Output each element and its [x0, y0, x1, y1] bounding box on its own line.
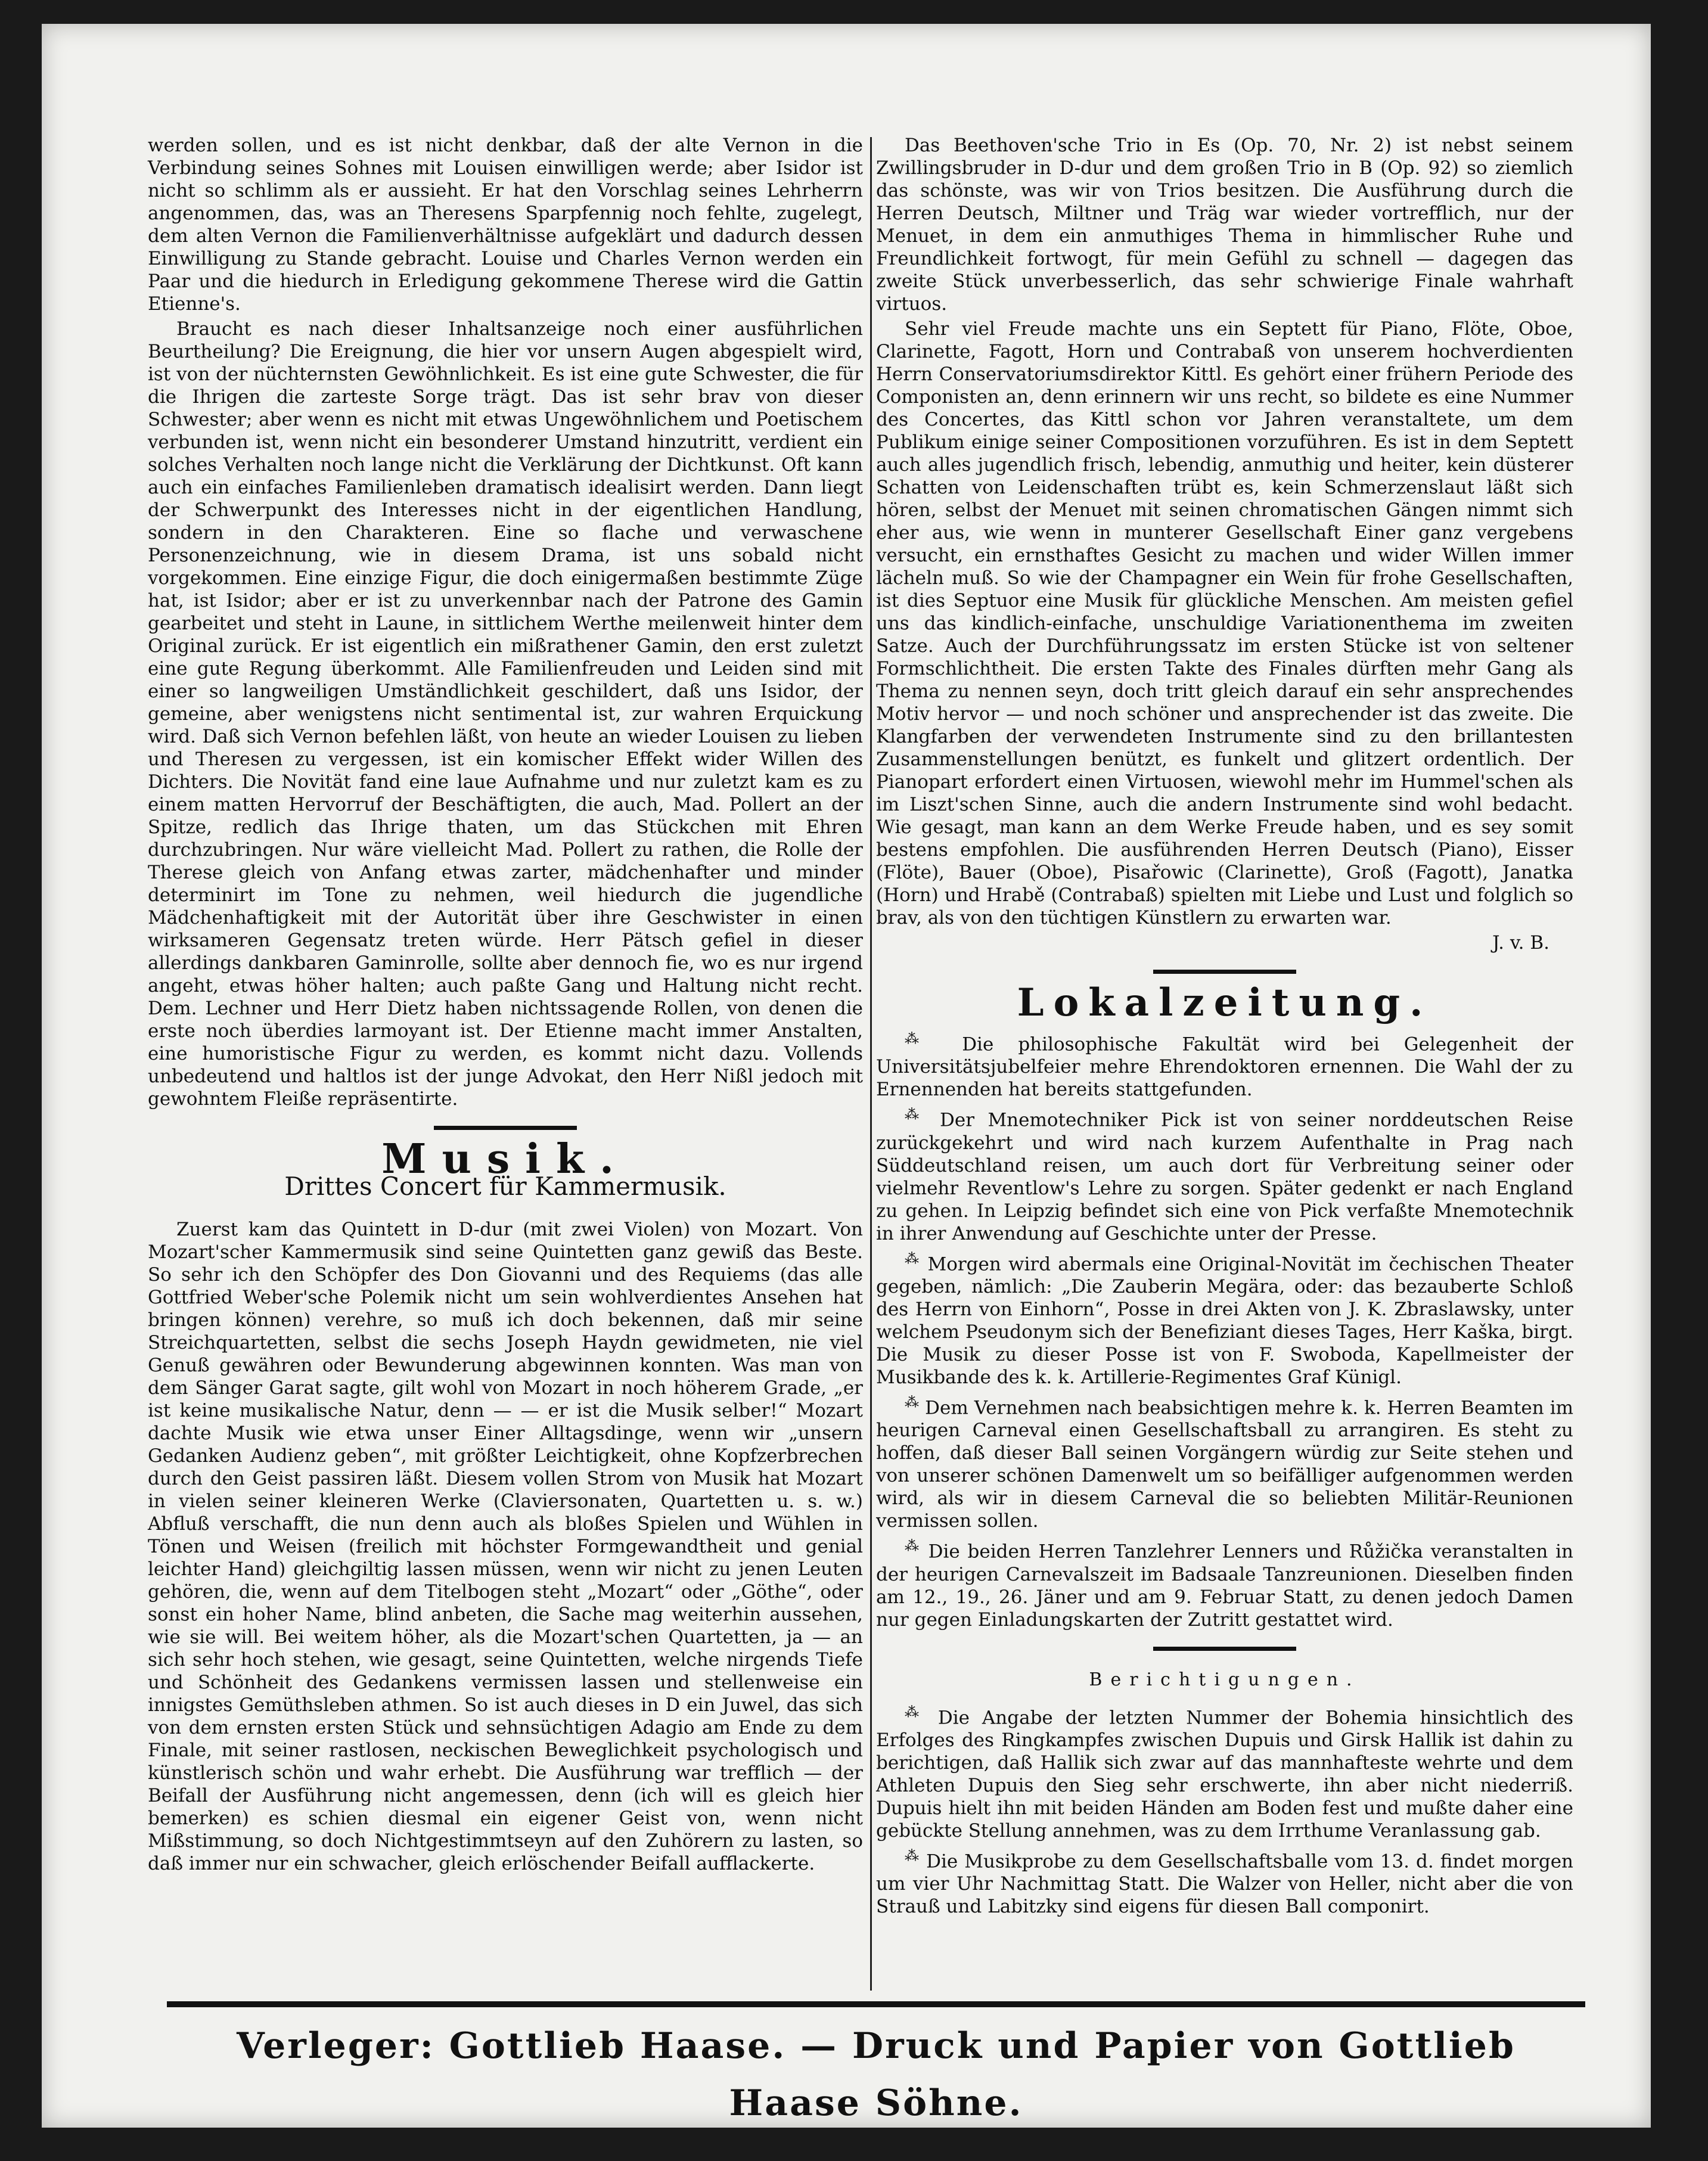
asterism-icon: ⁂ [905, 1538, 921, 1555]
section-divider [434, 1126, 577, 1130]
asterism-icon: ⁂ [905, 1847, 920, 1864]
publisher-footer: Verleger: Gottlieb Haase. — Druck und Papier von Gottlieb Haase Söhne. [237, 2025, 1516, 2124]
concert-heading: Drittes Concert für Kammermusik. [284, 1172, 726, 1201]
local-news-item: ⁂ Der Mnemotechniker Pick ist von seiner norddeutschen Reise zurückgekehrt und wird nach kurzem Aufenthalte in Prag nach Süddeutschland reisen, um auch dort für Verbreitung seiner oder vielmehr Reventlow's Lehre zu sorgen. Später gedenkt er nach England zu gehen. In Leipzig befindet sich eine von Pick verfaßte Mnemotechnik in ihrer Anwendung auf Geschichte unter der Presse. [876, 1106, 1573, 1244]
local-news-item: ⁂ Die beiden Herren Tanzlehrer Lenners und Růžička veranstalten in der heurigen Carnevalszeit im Badsaale Tanzreunionen. Dieselben finden am 12., 19., 26. Jäner und am 9. Februar Statt, zu denen jedoch Damen nur gegen Einladungskarten der Zutritt gestattet wird. [876, 1538, 1573, 1631]
left-column [148, 134, 863, 1877]
asterism-icon: ⁂ [905, 1106, 927, 1123]
lokalzeitung-heading: Lokalzeitung. [1017, 980, 1433, 1025]
theatre-review-end: werden sollen, und es ist nicht denkbar, daß der alte Vernon in die Verbindung seines Sohnes mit Louisen einwilligen werde; aber Isidor ist nicht so schlimm als er aussieht. Er hat den Vorschlag seines Lehrherrn angenommen, das, was an Theresens Sparpfennig noch fehlte, zugelegt, dem alten Vernon die Familienverhältnisse aufgeklärt und dadurch dessen Einwilligung zu Stande gebracht. Louise und Charles Vernon werden ein Paar und die hiedurch in Erledigung gekommene Therese wird die Gattin Etienne's. [148, 135, 863, 315]
berichtigungen-heading: Berichtigungen. [1089, 1669, 1361, 1690]
correction-item: ⁂ Die Angabe der letzten Nummer der Bohemia hinsichtlich des Erfolges des Ringkampfes zwischen Dupuis und Girsk Hallik ist dahin zu berichtigen, daß Hallik sich zwar auf das mannhafteste wehrte und dem Athleten Dupuis den Sieg sehr erschwerte, ihn aber nicht niederriß. Dupuis hielt ihn mit beiden Händen am Boden fest und mußte daher eine gebückte Stellung annehmen, was zu dem Irrthume Veranlassung gab. [876, 1703, 1574, 1842]
local-news-item: ⁂ Morgen wird abermals eine Original-Novität im čechischen Theater gegeben, nämlich: „Die Zauberin Megära, oder: das bezauberte Schloß des Herrn von Einhorn“, Posse in drei Akten von J. K. Zbraslawsky, unter welchem Pseudonym sich der Benefiziant dieses Tages, Herr Kaška, birgt. Die Musik zu dieser Posse ist von F. Swoboda, Kapellmeister der Musikbande des k. k. Artillerie-Regimentes Graf Künigl. [876, 1250, 1573, 1388]
newspaper-page [42, 24, 1651, 2128]
local-news-item: ⁂ Die philosophische Fakultät wird bei Gelegenheit der Universitätsjubelfeier mehre Ehrendoktoren ernennen. Die Wahl der zu Ernennenden hat bereits stattgefunden. [876, 1030, 1574, 1101]
review-signature: J. v. B. [1492, 932, 1549, 954]
beethoven-trio-review: Das Beethoven'sche Trio in Es (Op. 70, Nr. 2) ist nebst seinem Zwillingsbruder in D-dur und dem großen Trio in B (Op. 92) so ziemlich das schönste, was wir von Trios besitzen. Die Ausführung durch die Herren Deutsch, Miltner und Träg war wieder vortrefflich, nur der Menuet, in dem ein anmuthiges Thema in himmlischer Ruhe und Freundlichkeit fortwogt, für mein Gefühl zu schnell — dagegen das zweite Stück unverbesserlich, das sehr schwierige Finale wahrhaft virtuos. [876, 135, 1573, 315]
asterism-icon: ⁂ [905, 1393, 920, 1411]
asterism-icon: ⁂ [905, 1030, 938, 1047]
section-divider [1153, 1647, 1296, 1651]
mozart-quintet-review: Zuerst kam das Quintett in D-dur (mit zwei Violen) von Mozart. Von Mozart'scher Kammermusik sind seine Quintetten ganz gewiß das Beste. So sehr ich den Schöpfer des Don Giovanni und des Requiems (das alle Gottfried Weber'sche Polemik nicht um sein wohlverdientes Ansehen hat bringen können) verehre, so muß ich doch bekennen, daß mir seine Streichquartetten, selbst die sechs Joseph Haydn gewidmeten, nie viel Genuß gewähren oder Bewunderung abgewinnen konnten. Was man von dem Sänger Garat sagte, gilt wohl von Mozart in noch höherem Grade, „er ist keine musikalische Natur, denn — — er ist die Musik selber!“ Mozart dachte Musik wie etwa unser Einer Alltagsdinge, wenn wir „unsern Gedanken Audienz geben“, mit größter Leichtigkeit, ohne Kopfzerbrechen durch den Geist passiren läßt. Diesem vollen Strom von Musik hat Mozart in vielen seiner kleineren Werke (Claviersonaten, Quartetten u. s. w.) Abfluß verschafft, die nun denn auch als bloßes Spielen und Wühlen in Tönen und Weisen (freilich mit höchster Formgewandtheit und genial leichter Hand) gleichgiltig lassen müssen, wenn wir nicht zu jenen Leuten gehören, die, wenn auf dem Titelbogen steht „Mozart“ oder „Göthe“, oder sonst ein hoher Name, blind anbeten, die Sache mag weiterhin aussehen, wie sie will. Bei weitem höher, als die Mozart'schen Quartetten, ja — an sich sehr hoch stehen, wie gesagt, seine Quintetten, welche nirgends Tiefe und Schönheit des Gedankens vermissen lassen und stellenweise ein innigstes Gemüthsleben athmen. So ist auch dieses in D ein Juwel, das sich von dem ernsten ersten Stück und sehnsüchtigen Adagio am Ende zu dem Finale, mit seiner rastlosen, neckischen Beweglichkeit psychologisch und künstlerisch schön und wahr erhebt. Die Ausführung war trefflich — der Beifall der Ausführung nicht angemessen, denn (ich will es gleich hier bemerken) es schien diesmal ein eigener Geist von, wenn nicht Mißstimmung, so doch Nichtgestimmtseyn auf den Zuhörern zu lasten, so daß immer nur ein schwacher, gleich erlöschender Beifall aufflackerte. [148, 1219, 863, 1874]
kittl-septet-review: Sehr viel Freude machte uns ein Septett für Piano, Flöte, Oboe, Clarinette, Fagott, Horn und Contrabaß von unserem hochverdienten Herrn Conservatoriumsdirektor Kittl. Es gehört einer frühern Periode des Componisten an, denn erinnern wir uns recht, so bildete es eine Nummer des Concertes, das Kittl schon vor Jahren veranstaltete, um dem Publikum einige seiner Compositionen vorzuführen. Es ist in dem Septett auch alles jugendlich frisch, lebendig, anmuthig und heiter, kein düsterer Schatten von Leidenschaften trübt es, kein Schmerzenslaut läßt sich hören, selbst der Menuet mit seinen chromatischen Gängen nimmt sich eher aus, wie wenn in munterer Gesellschaft Einer ganz vergebens versucht, ein ernsthaftes Gesicht zu machen und wider Willen immer lächeln muß. So wie der Champagner ein Wein für frohe Gesellschaften, ist dies Septuor eine Musik für glückliche Menschen. Am meisten gefiel uns das kindlich-einfache, unschuldige Variationenthema im zweiten Satze. Auch der Durchführungssatz im ersten Stücke ist von seltener Formschlichtheit. Die ersten Takte des Finales dürften mehr Gang als Thema zu nennen seyn, doch tritt gleich darauf ein sehr ansprechendes Motiv hervor — und noch schöner und ansprechender ist das zweite. Die Klangfarben der verwendeten Instrumente sind zu den brillantesten Zusammenstellungen benützt, es funkelt und glitzert ordentlich. Der Pianopart erfordert einen Virtuosen, wiewohl mehr im Hummel'schen als im Liszt'schen Sinne, auch die andern Instrumente sind wohl bedacht. Wie gesagt, man kann an dem Werke Freude haben, und es sey somit bestens empfohlen. Die ausführenden Herren Deutsch (Piano), Eisser (Flöte), Bauer (Oboe), Pisařowic (Clarinette), Groß (Fagott), Janatka (Horn) und Hrabě (Contrabaß) spielten mit Liebe und Lust und folglich so brav, als von den tüchtigen Künstlern zu erwarten war. [876, 318, 1573, 929]
correction-item: ⁂ Die Musikprobe zu dem Gesellschaftsballe vom 13. d. findet morgen um vier Uhr Nachmittag Statt. Die Walzer von Heller, nicht aber die von Strauß und Labitzky sind eigens für diesen Ball componirt. [876, 1847, 1574, 1918]
right-column [876, 134, 1573, 1920]
local-news-item: ⁂ Dem Vernehmen nach beabsichtigen mehre k. k. Herren Beamten im heurigen Carneval einen Gesellschaftsball zu arrangiren. Es steht zu hoffen, daß dieser Ball seinen Vorgängern würdig zur Seite stehen und von unserer schönen Damenwelt um so beifälliger aufgenommen werden wird, als wir in diesem Carneval die so beliebten Militär-Reunionen vermissen sollen. [876, 1393, 1574, 1532]
asterism-icon: ⁂ [905, 1250, 921, 1267]
musik-heading: Musik. [381, 1135, 629, 1183]
footer-rule [167, 2001, 1585, 2007]
section-divider [1153, 970, 1296, 974]
theatre-review-critique: Braucht es nach dieser Inhaltsanzeige noch einer ausführlichen Beurtheilung? Die Ereignung, die hier vor unsern Augen abgespielt wird, ist von der nüchternsten Gewöhnlichkeit. Es ist eine gute Schwester, die für die Ihrigen die zarteste Sorge trägt. Das ist sehr brav von dieser Schwester; aber wenn es nicht mit etwas Ungewöhnlichem und Poetischem verbunden ist, wenn nicht ein besonderer Umstand hinzutritt, verdient ein solches Verhalten noch lange nicht die Verklärung der Dichtkunst. Oft kann auch ein einfaches Familienleben dramatisch idealisirt werden. Dann liegt der Schwerpunkt des Interesses nicht in der eigentlichen Handlung, sondern in den Charakteren. Eine so flache und verwaschene Personenzeichnung, wie in diesem Drama, ist uns sobald nicht vorgekommen. Eine einzige Figur, die doch einigermaßen bestimmte Züge hat, ist Isidor; aber er ist zu unverkennbar nach der Patrone des Gamin gearbeitet und steht in Laune, in sittlichem Werthe meilenweit hinter dem Original zurück. Er ist eigentlich ein mißrathener Gamin, den erst zuletzt eine gute Regung überkommt. Alle Familienfreuden und Leiden sind mit einer so langweiligen Umständlichkeit geschildert, daß uns Isidor, der gemeine, aber wenigstens nicht sentimental ist, zur wahren Erquickung wird. Daß sich Vernon befehlen läßt, von heute an wieder Louisen zu lieben und Theresen zu vergessen, ist ein komischer Effekt wider Willen des Dichters. Die Novität fand eine laue Aufnahme und nur zuletzt kam es zu einem matten Hervorruf der Beschäftigten, die auch, Mad. Pollert an der Spitze, redlich das Ihrige thaten, um das Stückchen mit Ehren durchzubringen. Nur wäre vielleicht Mad. Pollert zu rathen, die Rolle der Therese gleich von Anfang etwas zarter, mädchenhafter und minder determinirt im Tone zu nehmen, weil hiedurch die jugendliche Mädchenhaftigkeit mit der Autorität über ihre Geschwister in einen wirksameren Gegensatz treten würde. Herr Pätsch gefiel in dieser allerdings dankbaren Gaminrolle, sollte aber dennoch fie, wo es nur irgend angeht, etwas höher halten; auch paßte Gang und Haltung nicht recht. Dem. Lechner und Herr Dietz haben nichtssagende Rollen, von denen die erste noch überdies larmoyant ist. Der Etienne macht immer Anstalten, eine humoristische Figur zu werden, es kommt nicht dazu. Vollends unbedeutend und haltlos ist der junge Advokat, den Herr Nißl jedoch mit gewohntem Fleiße repräsentirte. [148, 318, 863, 1110]
column-divider [870, 137, 872, 1991]
asterism-icon: ⁂ [905, 1703, 926, 1721]
